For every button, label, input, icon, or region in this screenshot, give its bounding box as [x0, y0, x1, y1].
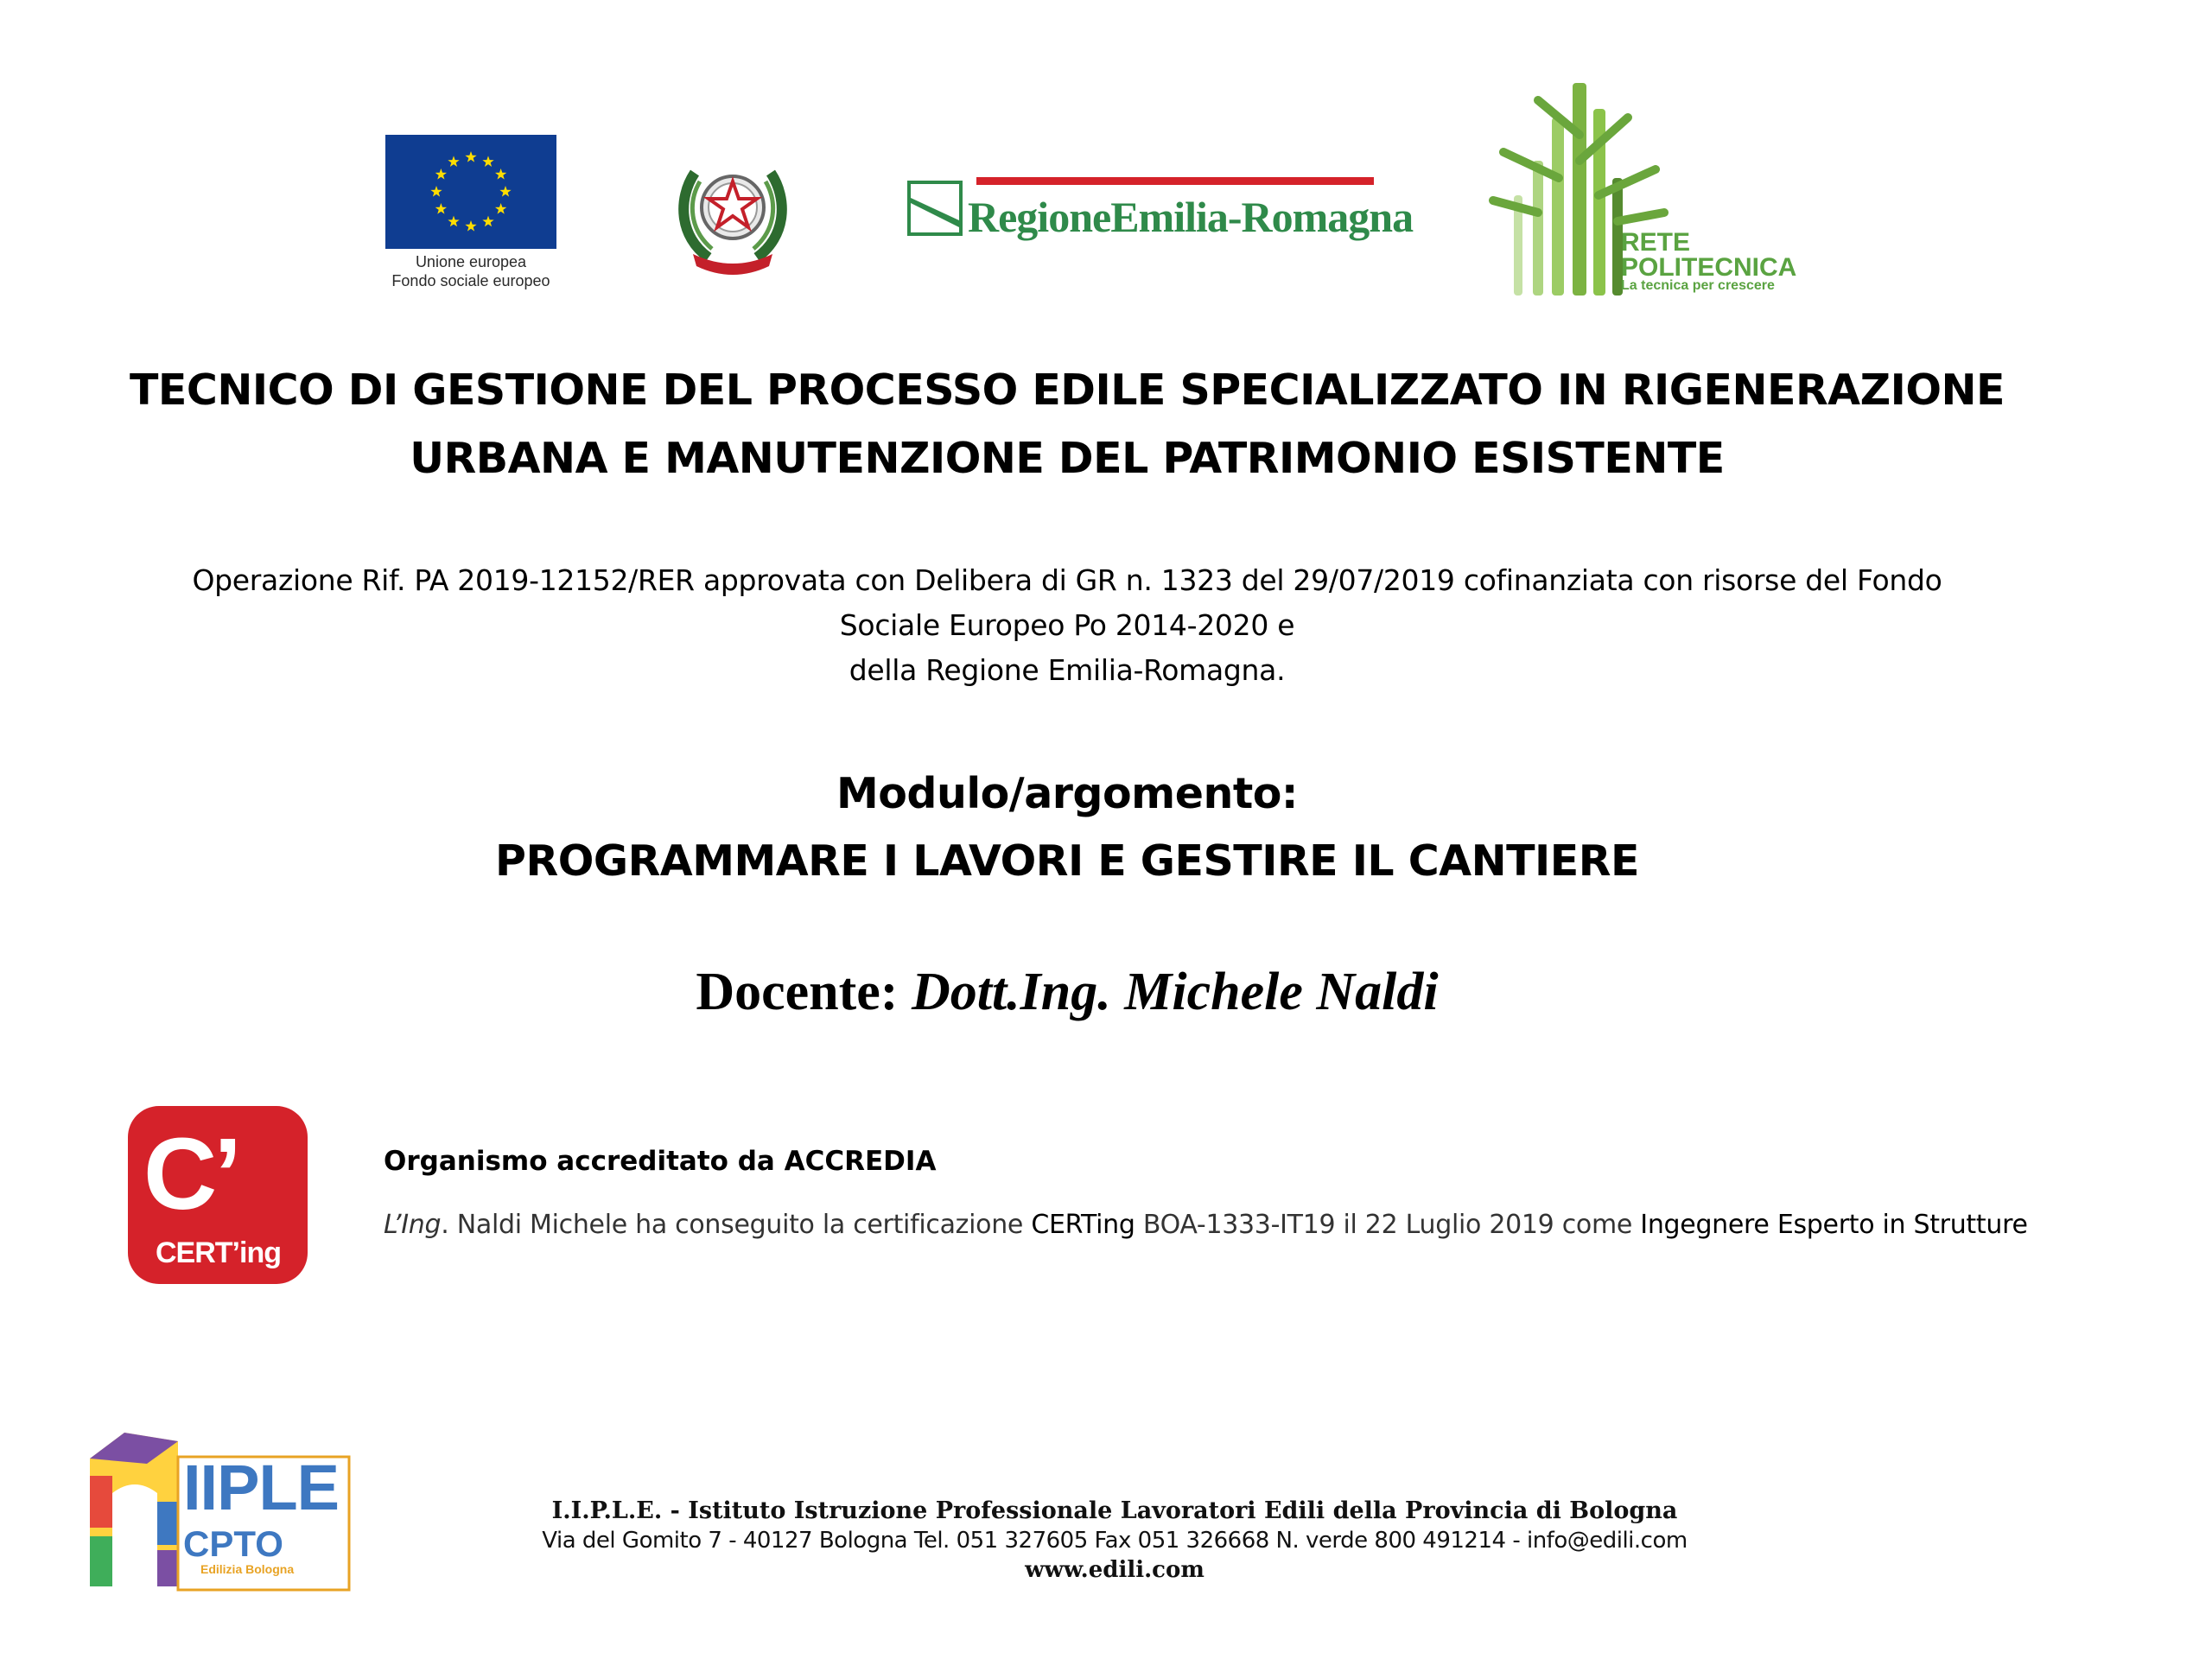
footer-address: Via del Gomito 7 - 40127 Bologna Tel. 051 327605 Fax 051 326668 N. verde 800 491214 - info@edili.com [542, 1528, 1688, 1554]
operation-line2: Sociale Europeo Po 2014-2020 e [839, 608, 1295, 642]
docente-line [104, 957, 2031, 1027]
docente-label: Docente: [696, 963, 899, 1021]
operation-reference [86, 558, 2048, 693]
docente-name: Dott.Ing. Michele Naldi [911, 963, 1439, 1021]
course-title-line2: URBANA E MANUTENZIONE DEL PATRIMONIO ESISTENTE [410, 434, 1725, 483]
cert-note-part2: BOA-1333-IT19 il 22 Luglio 2019 come [1135, 1210, 1641, 1240]
rete-politecnica-tagline: La tecnica per crescere [1621, 278, 1775, 293]
rete-politecnica-wordmark: RETE POLITECNICA [1621, 228, 1797, 282]
operation-line3: della Regione Emilia-Romagna. [849, 653, 1286, 687]
cert-note-role: Ingegnere Esperto in Strutture [1640, 1210, 2028, 1240]
cert-note-title: L’Ing [384, 1210, 442, 1240]
eu-star-icon [465, 151, 476, 162]
eu-star-icon [465, 220, 476, 232]
operation-line1: Operazione Rif. PA 2019-12152/RER approvata con Delibera di GR n. 1323 del 29/07/2019 cofinanziata con risorse del Fondo [192, 563, 1942, 597]
eu-caption [363, 252, 579, 290]
eu-star-icon [435, 203, 447, 214]
eu-star-icon [495, 168, 506, 180]
eu-star-icon [499, 186, 511, 197]
eu-flag-logo [385, 135, 556, 249]
eu-caption-line1: Unione europea [415, 253, 527, 270]
eu-star-icon [448, 156, 459, 167]
iiple-subtitle: Edilizia Bologna [200, 1562, 295, 1576]
course-title-line1: TECNICO DI GESTIONE DEL PROCESSO EDILE SPECIALIZZATO IN RIGENERAZIONE [130, 365, 2005, 415]
eu-stars-icon [385, 135, 556, 249]
certing-logo-mark: C’ [143, 1117, 238, 1231]
eu-star-icon [448, 216, 459, 227]
footer-institute: I.I.P.L.E. - Istituto Istruzione Professionale Lavoratori Edili della Provincia di Bologna [551, 1497, 1678, 1524]
course-title [104, 356, 2031, 493]
module-heading [104, 760, 2031, 895]
cert-note-certing: CERTing [1031, 1210, 1135, 1240]
certing-logo [128, 1106, 308, 1284]
footer-website: www.edili.com [1025, 1557, 1205, 1583]
accredia-statement: Organismo accreditato da ACCREDIA [384, 1146, 937, 1177]
eu-star-icon [482, 156, 493, 167]
eu-star-icon [495, 203, 506, 214]
eu-star-icon [482, 216, 493, 227]
eu-star-icon [435, 168, 447, 180]
cert-note-part1: . Naldi Michele ha conseguito la certificazione [441, 1210, 1032, 1240]
iiple-wordmark: IIPLE [183, 1452, 340, 1523]
certification-note [384, 1208, 2028, 1243]
module-topic: PROGRAMMARE I LAVORI E GESTIRE IL CANTIERE [495, 836, 1639, 886]
regione-emilia-romagna-wordmark: RegioneEmilia-Romagna [968, 193, 1414, 241]
module-label: Modulo/argomento: [836, 769, 1299, 818]
italian-republic-emblem-icon [674, 147, 791, 276]
eu-star-icon [430, 186, 442, 197]
eu-caption-line2: Fondo sociale europeo [391, 272, 550, 289]
cpto-wordmark: CPTO [183, 1523, 283, 1564]
certing-logo-word: CERT’ing [156, 1236, 281, 1269]
footer-contact [484, 1497, 1745, 1585]
